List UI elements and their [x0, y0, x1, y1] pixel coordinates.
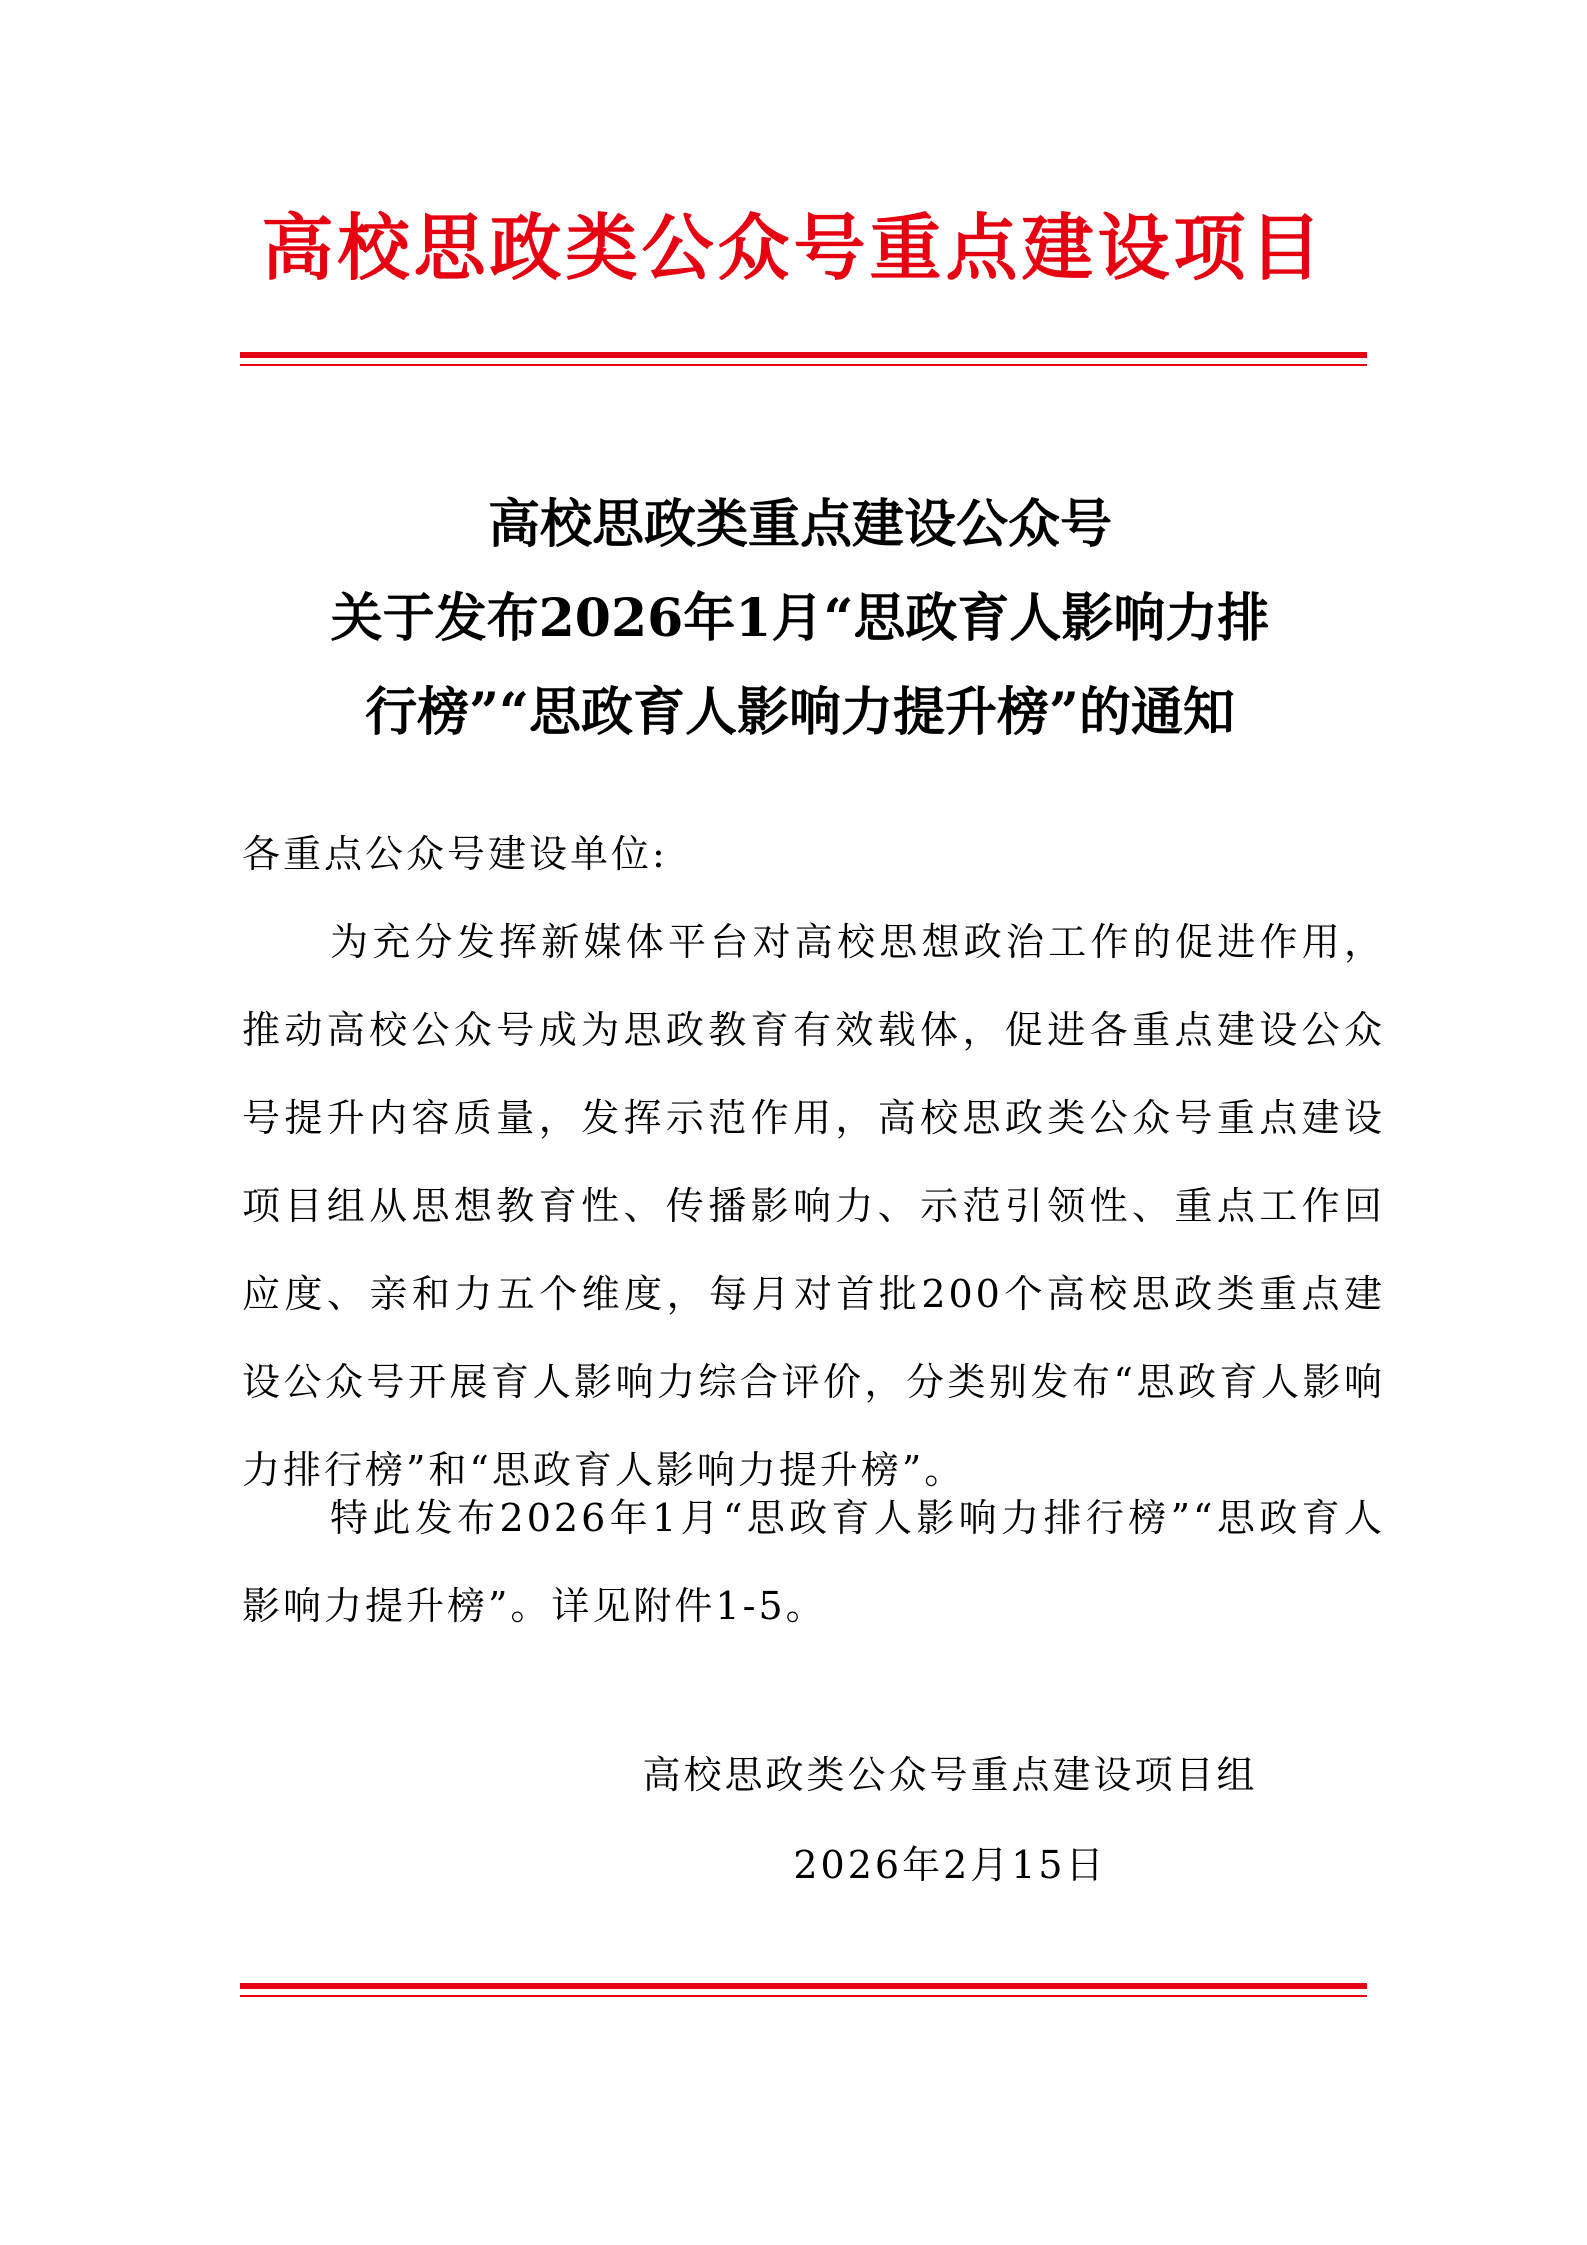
header-divider-thin — [240, 364, 1367, 366]
salutation: 各重点公众号建设单位: — [242, 832, 668, 876]
notice-title-line-2: 关于发布2026年1月“思政育人影响力排 — [330, 588, 1270, 649]
signature-block — [620, 1730, 1280, 1910]
footer-divider — [240, 1983, 1367, 1997]
notice-title-line-1: 高校思政类重点建设公众号 — [487, 494, 1112, 555]
signature-date: 2026年2月15日 — [793, 1843, 1107, 1887]
header-divider-thick — [240, 352, 1367, 358]
footer-divider-thick — [240, 1983, 1367, 1989]
header-divider — [240, 352, 1367, 366]
signature-org: 高校思政类公众号重点建设项目组 — [642, 1753, 1258, 1797]
notice-title-line-3: 行榜”“思政育人影响力提升榜”的通知 — [365, 682, 1235, 743]
footer-divider-thin — [240, 1995, 1367, 1997]
document-header-title: 高校思政类公众号重点建设项目 — [261, 205, 1326, 290]
notice-title — [250, 478, 1350, 760]
body-paragraph-2: 特此发布2026年1月“思政育人影响力排行榜”“思政育人影响力提升榜”。详见附件1-5。 — [242, 1496, 1385, 1628]
body-paragraph-1: 为充分发挥新媒体平台对高校思想政治工作的促进作用，推动高校公众号成为思政教育有效载体，促进各重点建设公众号提升内容质量，发挥示范作用，高校思政类公众号重点建设项目组从思想教育性、传播影响力、示范引领性、重点工作回应度、亲和力五个维度，每月对首批200个高校思政类重点建设公众号开展育人影响力综合评价，分类别发布“思政育人影响力排行榜”和“思政育人影响力提升榜”。 — [242, 920, 1385, 1492]
